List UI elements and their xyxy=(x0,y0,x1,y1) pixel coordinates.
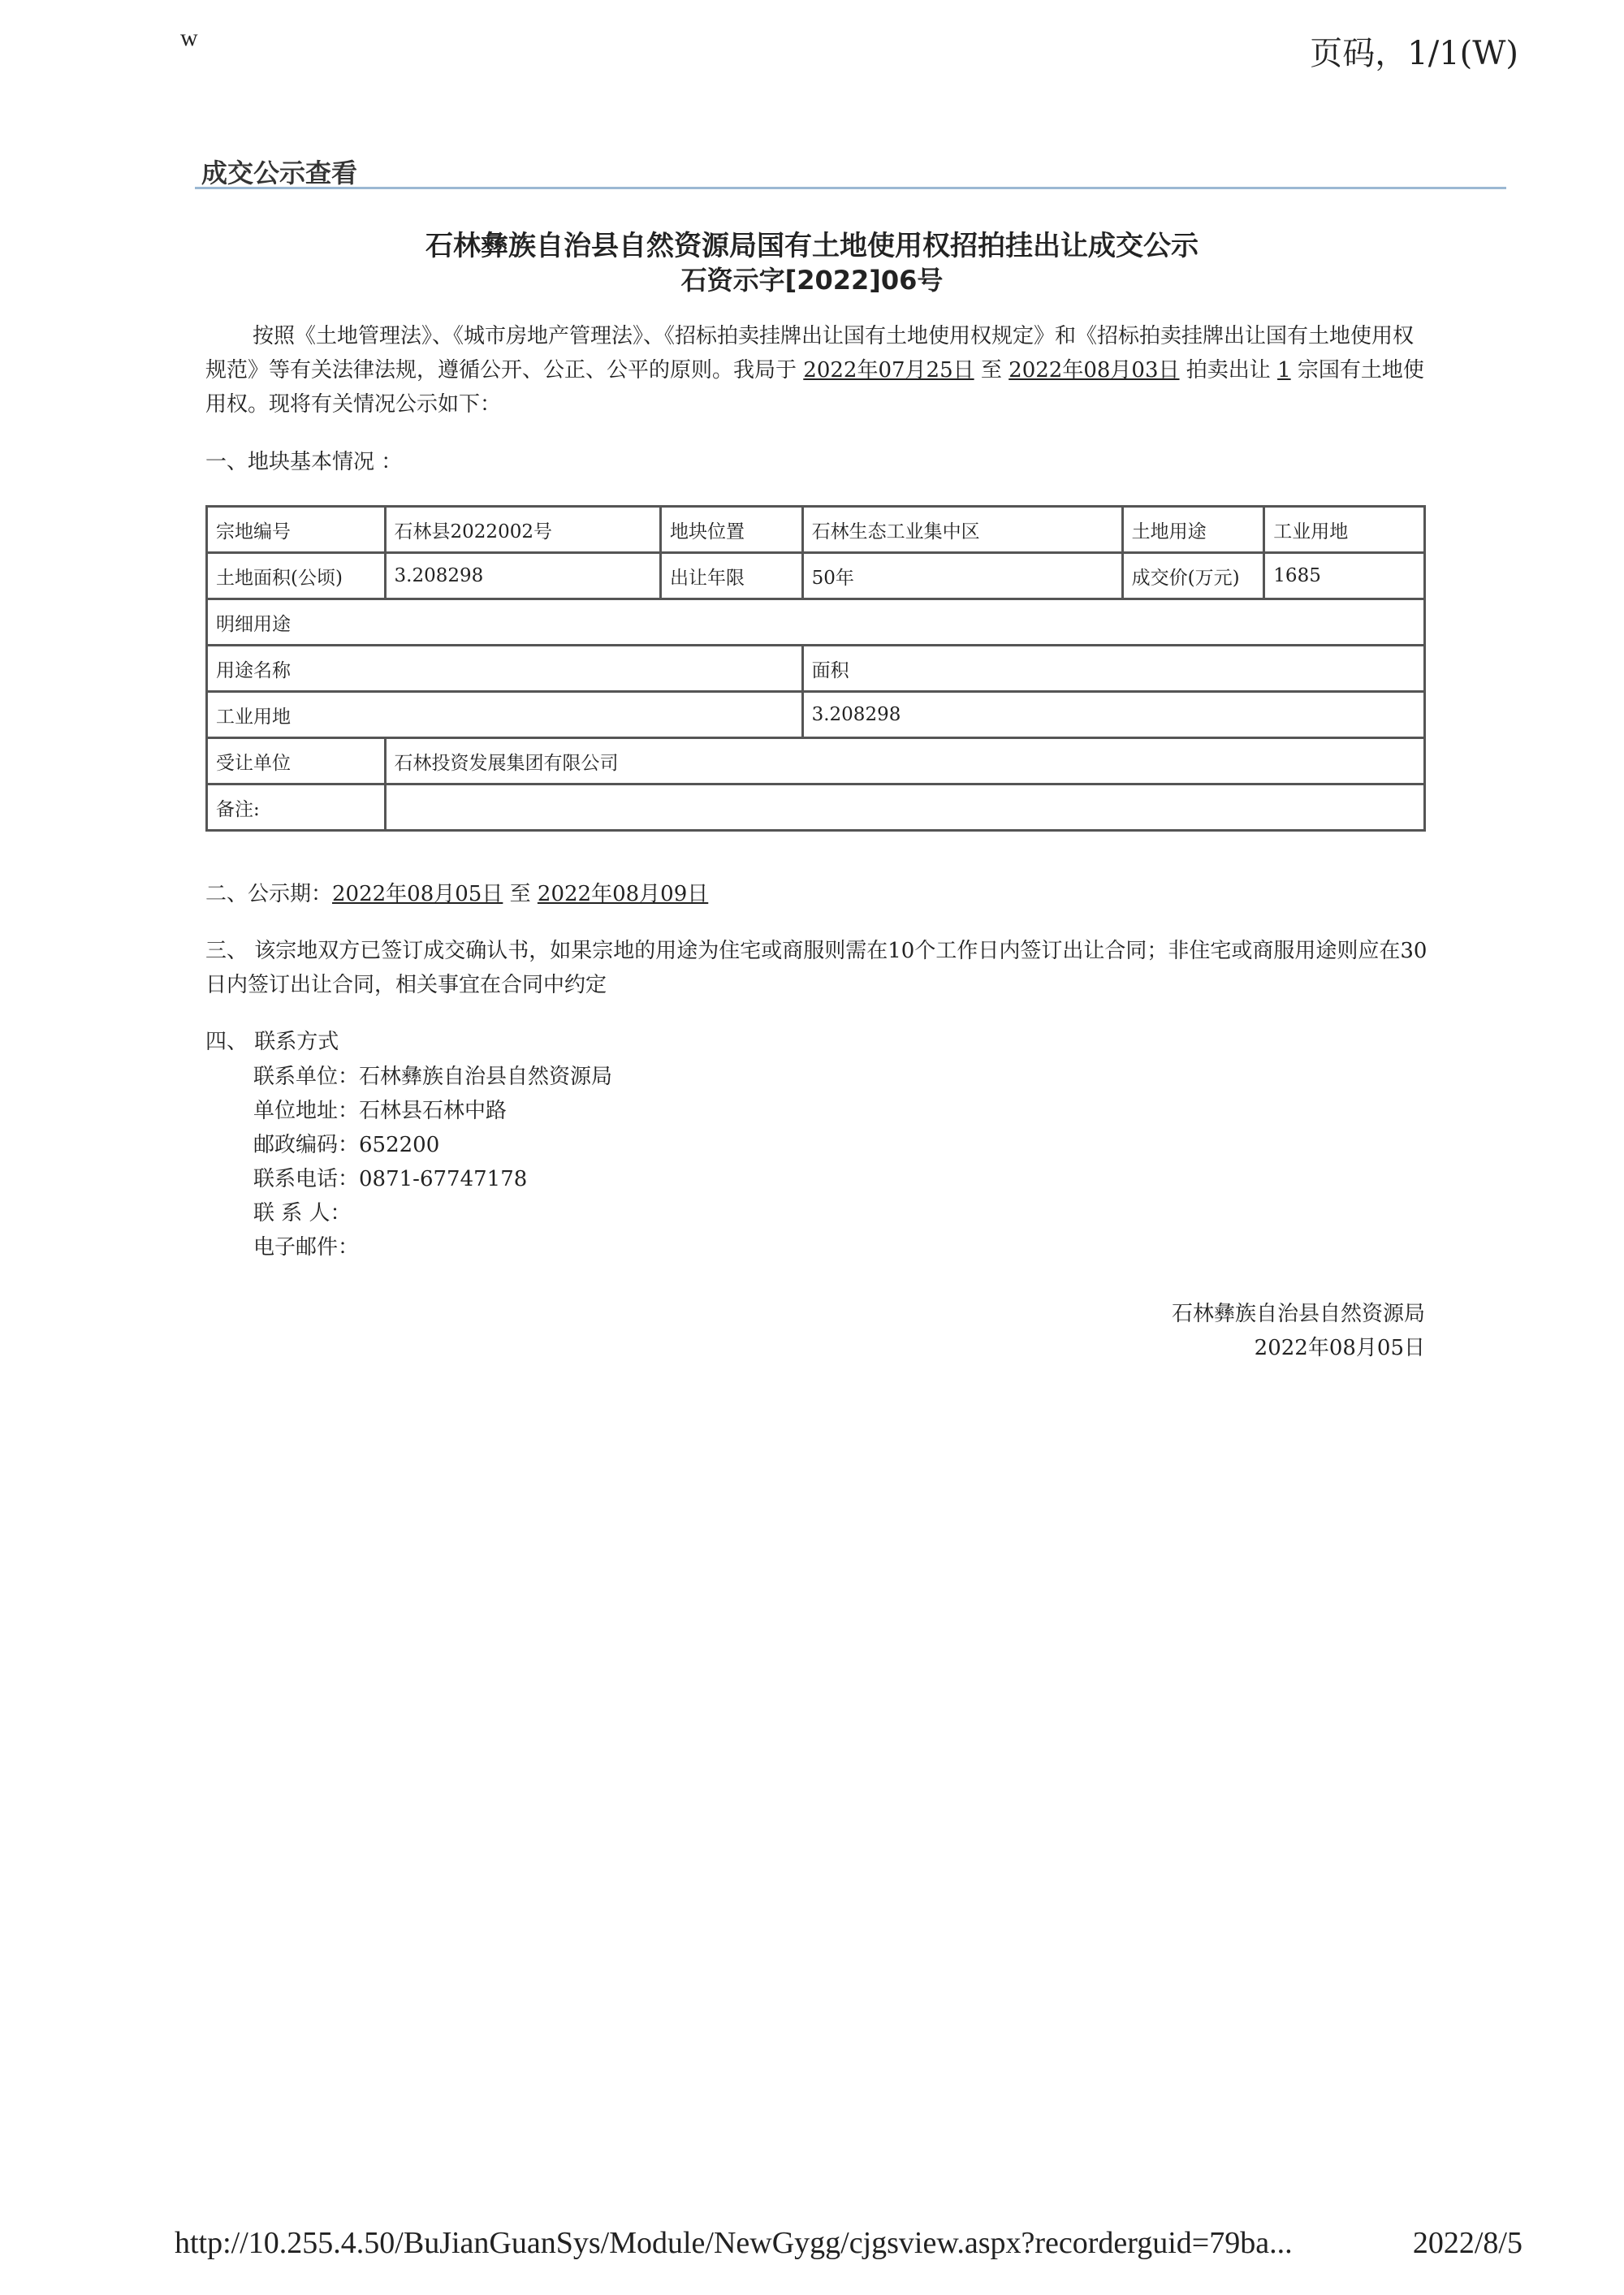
table-cell: 地块位置 xyxy=(660,507,802,553)
footer-url: http://10.255.4.50/BuJianGuanSys/Module/NewGygg/cjgsview.aspx?recorderguid=79ba... xyxy=(175,2226,1293,2260)
detail-use-label: 明细用途 xyxy=(207,599,1425,646)
table-cell: 出让年限 xyxy=(660,553,802,599)
section-divider xyxy=(195,187,1506,189)
section-title: 成交公示查看 xyxy=(201,158,358,188)
table-cell: 宗地编号 xyxy=(207,507,386,553)
publicity-to: 至 xyxy=(509,882,531,906)
table-row xyxy=(207,692,1425,738)
area-header: 面积 xyxy=(802,646,1424,692)
intro-text-2: 拍卖出让 xyxy=(1186,358,1271,382)
table-row xyxy=(207,507,1425,553)
signature-org: 石林彝族自治县自然资源局 xyxy=(1171,1302,1425,1326)
page-number: 页码，1/1(W) xyxy=(1310,35,1518,72)
publicity-label: 二、公示期： xyxy=(205,882,333,906)
contact-address: 单位地址：石林县石林中路 xyxy=(253,1099,508,1123)
use-name-value: 工业用地 xyxy=(207,692,803,738)
signature-date: 2022年08月05日 xyxy=(1254,1336,1425,1360)
section-2-publicity-period xyxy=(205,877,708,907)
remark-value xyxy=(385,784,1424,831)
table-cell: 石林县2022002号 xyxy=(385,507,660,553)
table-cell: 50年 xyxy=(802,553,1122,599)
table-row xyxy=(207,599,1425,646)
table-cell: 工业用地 xyxy=(1264,507,1425,553)
auction-start-date: 2022年07月25日 xyxy=(803,358,974,382)
publicity-end-date: 2022年08月09日 xyxy=(537,882,709,906)
use-area-value: 3.208298 xyxy=(802,692,1424,738)
table-row xyxy=(207,738,1425,784)
parcel-info-table xyxy=(205,505,1426,832)
table-cell: 3.208298 xyxy=(385,553,660,599)
contact-email: 电子邮件： xyxy=(253,1235,360,1260)
table-cell: 土地用途 xyxy=(1122,507,1264,553)
contact-person: 联 系 人： xyxy=(253,1201,352,1225)
footer-print-date: 2022/8/5 xyxy=(1412,2226,1522,2260)
section-1-heading: 一、地块基本情况 ： xyxy=(205,450,403,474)
contact-postcode: 邮政编码：652200 xyxy=(253,1133,440,1157)
table-cell: 1685 xyxy=(1264,553,1425,599)
assignee-label: 受让单位 xyxy=(207,738,386,784)
intro-text-1: 按照《土地管理法》、《城市房地产管理法》、《招标拍卖挂牌出让国有土地使用权规定》和《招标拍卖挂牌出让国有土地使用权规范》等有关法律法规，遵循公开、公正、公平的原则。我局于 xyxy=(205,324,1415,382)
document-number: 石资示字[2022]06号 xyxy=(680,265,944,296)
section-4-heading: 四、 联系方式 xyxy=(205,1030,339,1054)
table-cell: 土地面积(公顷) xyxy=(207,553,386,599)
publicity-start-date: 2022年08月05日 xyxy=(332,882,503,906)
assignee-value: 石林投资发展集团有限公司 xyxy=(385,738,1424,784)
remark-label: 备注: xyxy=(207,784,386,831)
document-title: 石林彝族自治县自然资源局国有土地使用权招拍挂出让成交公示 xyxy=(425,230,1199,262)
signature-block xyxy=(1172,1297,1425,1365)
table-row xyxy=(207,784,1425,831)
table-cell: 成交价(万元) xyxy=(1122,553,1264,599)
contact-list xyxy=(253,1060,612,1264)
contact-phone: 联系电话：0871-67747178 xyxy=(253,1167,528,1191)
intro-to: 至 xyxy=(980,358,1002,382)
intro-text-3: 宗国有土地使用权。现将有关情况公示如下： xyxy=(205,358,1424,417)
intro-paragraph xyxy=(205,319,1427,421)
section-3-paragraph: 三、 该宗地双方已签订成交确认书，如果宗地的用途为住宅或商服则需在10个工作日内签订出让合同；非住宅或商服用途则应在30日内签订出让合同，相关事宜在合同中约定 xyxy=(205,939,1427,997)
table-cell: 石林生态工业集中区 xyxy=(802,507,1122,553)
auction-end-date: 2022年08月03日 xyxy=(1009,358,1180,382)
header-mark: w xyxy=(180,24,198,51)
contact-org: 联系单位：石林彝族自治县自然资源局 xyxy=(253,1065,613,1089)
table-row xyxy=(207,553,1425,599)
parcel-count: 1 xyxy=(1277,358,1291,382)
use-name-header: 用途名称 xyxy=(207,646,803,692)
table-row xyxy=(207,646,1425,692)
